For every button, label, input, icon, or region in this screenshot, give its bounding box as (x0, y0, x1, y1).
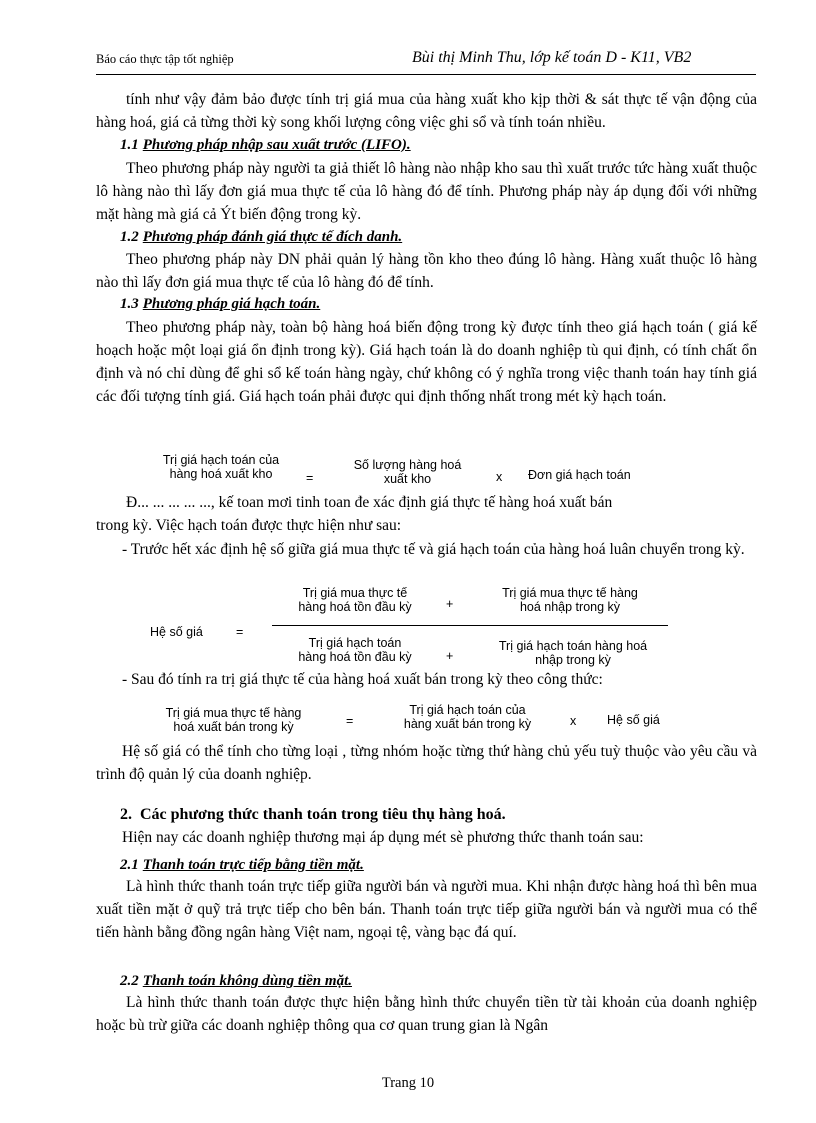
section-2-1-heading (120, 856, 364, 874)
formula3-middle: Trị giá hạch toán của hàng xuất bán trong kỳ (403, 703, 532, 731)
page-number: Trang 10 (381, 1075, 435, 1091)
section-number: 2. (120, 806, 132, 823)
section-2-heading (120, 806, 506, 824)
formula2-plus-bottom: + (446, 649, 454, 663)
formula2-denominator-a: Trị giá hạch toán hàng hoá tồn đầu kỳ (298, 636, 412, 664)
para-after-formula1-line1: Đ... ... ... ... ..., kế toan mơi tinh toan đe xác định giá thực tế hàng hoá xuất bán (126, 494, 613, 511)
section-1-2-body: Theo phương pháp này DN phải quản lý hàng tồn kho theo đúng lô hàng. Hàng xuất thuộc lô hàng nào thì lấy đơn giá mua thực tế của lô hàng đó để tính. (96, 251, 757, 291)
section-title: Thanh toán trực tiếp bằng tiền mặt. (142, 857, 364, 873)
formula1-equals: = (306, 471, 314, 485)
formula3-equals: = (346, 714, 354, 728)
section-number: 1.2 (120, 229, 139, 245)
bullet-2: - Sau đó tính ra trị giá thực tế của hàng hoá xuất bán trong kỳ theo công thức: (122, 671, 603, 688)
formula1-times: x (496, 470, 503, 484)
section-number: 2.1 (120, 857, 139, 873)
section-2-1-body: Là hình thức thanh toán trực tiếp giữa người bán và người mua. Khi nhận được hàng hoá thì bên mua xuất tiền mặt ở quỹ trả trực tiếp cho bên bán. Thanh toán trực tiếp giữa người bán và người mua có thể tiến hành bằng đồng ngân hàng Việt nam, ngoại tệ, vàng bạc đá quí. (96, 878, 757, 941)
header-rule (96, 74, 756, 75)
para-after-formula1-line2: trong kỳ. Việc hạch toán được thực hiện như sau: (96, 517, 402, 534)
intro-paragraph: tính như vậy đảm bảo được tính trị giá mua của hàng xuất kho kịp thời & sát thực tế vận động của hàng hoá, giá cả từng thời kỳ song khối lượng công việc ghi sổ và tính toán nhiều. (96, 91, 757, 131)
formula3-right: Hệ số giá (607, 713, 660, 727)
section-1-2-heading (120, 228, 402, 246)
section-2-2-heading (120, 972, 352, 990)
formula2-equals: = (236, 625, 244, 639)
section-title: Các phương thức thanh toán trong tiêu thụ hàng hoá. (140, 806, 506, 823)
section-2-body: Hiện nay các doanh nghiệp thương mại áp dụng mét sè phương thức thanh toán sau: (122, 829, 644, 846)
formula1-middle: Số lượng hàng hoá xuất kho (353, 458, 462, 486)
para-after-formula3: Hệ số giá có thể tính cho từng loại , từng nhóm hoặc từng thứ hàng chủ yếu tuỳ thuộc vào yêu cầu và trình độ quản lý của doanh nghiệp. (96, 743, 757, 783)
section-1-3-heading (120, 295, 320, 313)
bullet-1: - Trước hết xác định hệ số giữa giá mua thực tế và giá hạch toán của hàng hoá luân chuyển trong kỳ. (122, 541, 745, 558)
formula2-numerator-a: Trị giá mua thực tế hàng hoá tồn đầu kỳ (298, 586, 412, 614)
fraction-bar (272, 625, 668, 626)
formula2-plus-top: + (446, 597, 454, 611)
formula3-times: x (570, 714, 577, 728)
section-number: 1.3 (120, 296, 139, 312)
section-1-3-body: Theo phương pháp này, toàn bộ hàng hoá biến động trong kỳ được tính theo giá hạch toán ( giá kế hoạch hoặc một loại giá ổn định trong kỳ). Giá hạch toán là do doanh nghiệp tù qui định, có tính chất ổn định và nó chỉ dùng để ghi sổ kế toán hàng ngày, chứ không có ý nghĩa trong việc thanh toán hay tính giá các đối tượng tính giá. Giá hạch toán phải được qui định thống nhất trong mét kỳ hạch toán. (96, 319, 757, 405)
formula2-numerator-b: Trị giá mua thực tế hàng hoá nhập trong kỳ (502, 586, 638, 614)
formula1-left: Trị giá hạch toán của hàng hoá xuất kho (162, 453, 280, 481)
formula3-left: Trị giá mua thực tế hàng hoá xuất bán trong kỳ (165, 706, 302, 734)
section-number: 1.1 (120, 137, 139, 153)
formula2-label: Hệ số giá (150, 625, 203, 639)
section-title: Phương pháp nhập sau xuất trước (LIFO). (142, 137, 411, 153)
section-number: 2.2 (120, 973, 139, 989)
formula2-denominator-b: Trị giá hạch toán hàng hoá nhập trong kỳ (498, 639, 648, 667)
section-title: Phương pháp giá hạch toán. (142, 296, 321, 312)
section-2-2-body: Là hình thức thanh toán được thực hiện bằng hình thức chuyển tiền từ tài khoản của doanh nghiệp hoặc bù trừ giữa các doanh nghiệp thông qua cơ quan trung gian là Ngân (96, 994, 757, 1034)
header-right: Bùi thị Minh Thu, lớp kế toán D - K11, VB2 (412, 49, 692, 66)
section-title: Phương pháp đánh giá thực tế đích danh. (142, 229, 403, 245)
header-left: Báo cáo thực tập tốt nghiệp (96, 52, 234, 66)
section-title: Thanh toán không dùng tiền mặt. (142, 973, 352, 989)
formula1-right: Đơn giá hạch toán (528, 468, 631, 482)
section-1-1-heading (120, 136, 411, 154)
section-1-1-body: Theo phương pháp này người ta giả thiết lô hàng nào nhập kho sau thì xuất trước tức hàng xuất thuộc lô hàng nào thì lấy đơn giá mua thực tế của lô hàng đó để tính. Phương pháp này áp dụng đối với những mặt hàng mà giá cả Ýt biến động trong kỳ. (96, 160, 757, 223)
